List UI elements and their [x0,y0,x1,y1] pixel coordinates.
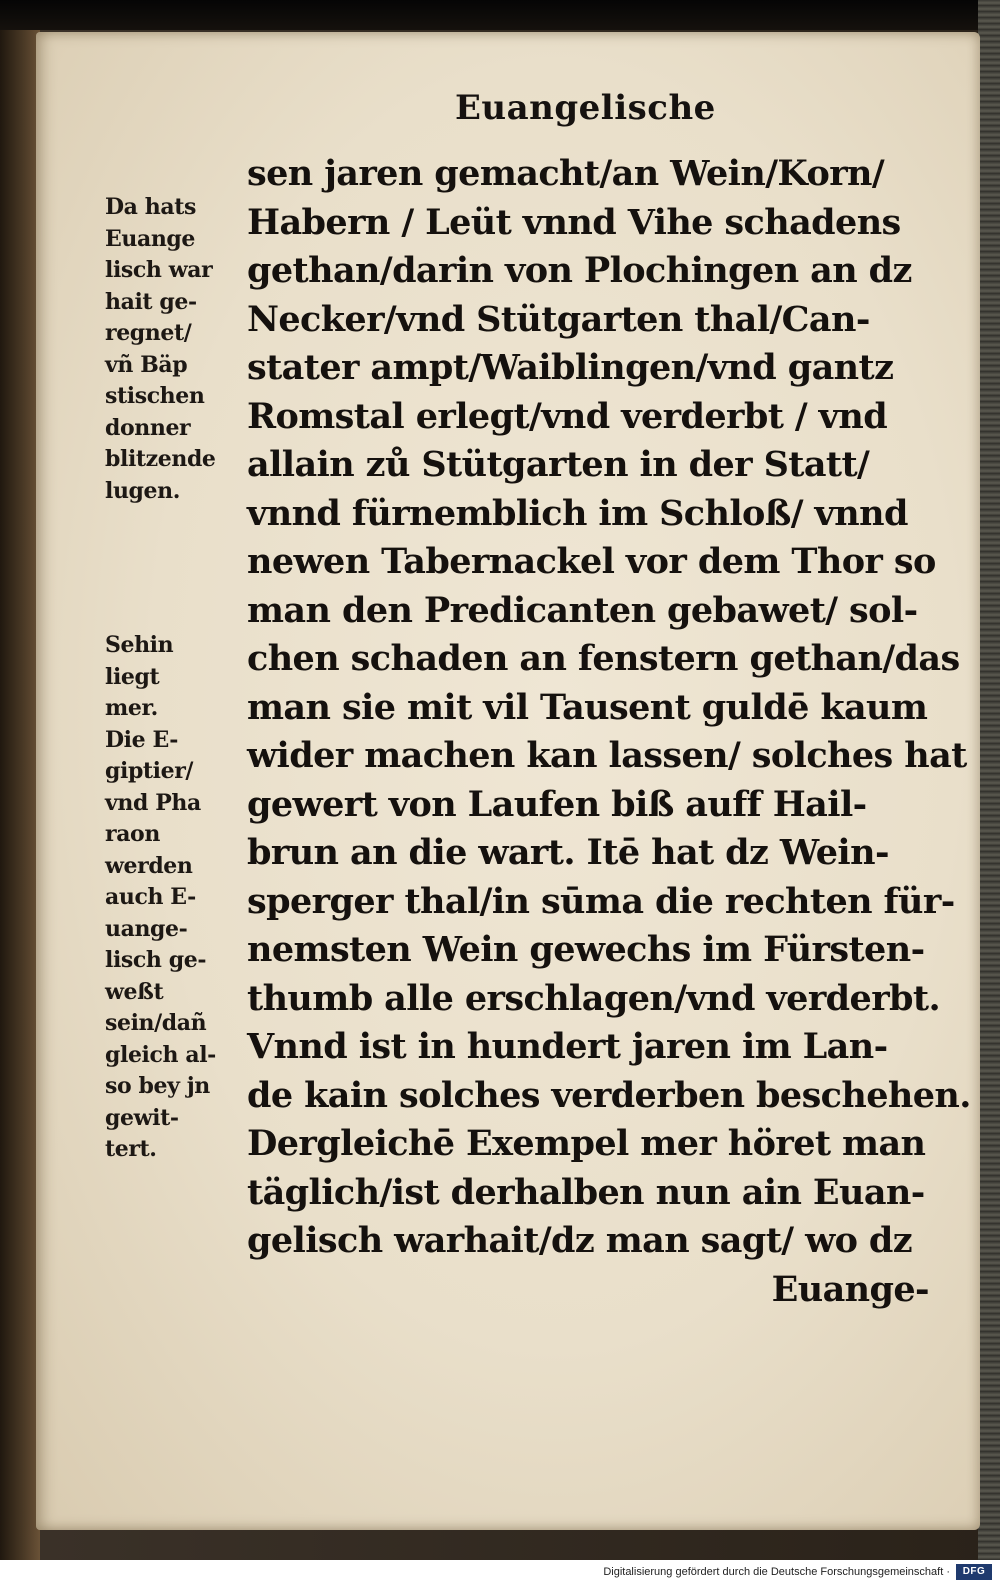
marginal-line: uange- [105,915,188,942]
funding-credit: Digitalisierung gefördert durch die Deutsche Forschungsgemeinschaft · [603,1566,950,1578]
scan-top-edge [0,0,1000,30]
text-line: allain zů Stütgarten in der Statt/ [247,444,870,485]
marginal-note-egyptians [105,630,250,1166]
text-line: sperger thal/in sūma die rechten für- [247,880,955,922]
marginal-line: donner [105,414,191,441]
marginal-line: Sehin [105,632,174,658]
text-line: täglich/ist derhalben nun ain Euan- [247,1171,925,1213]
marginal-line: auch E- [105,884,196,910]
text-line: de kain solches verderben beschehen. [247,1074,971,1116]
text-line: newen Tabernackel vor dem Thor so [247,541,936,582]
marginal-line: lisch war [105,257,213,283]
text-line: sen jaren gemacht/an Wein/Korn/ [247,153,885,194]
marginal-line: giptier/ [105,758,194,784]
marginal-line: weßt [105,978,164,1005]
text-line: Vnnd ist in hundert jaren im Lan- [247,1026,888,1067]
book-binding [0,30,40,1560]
book-fore-edge [978,0,1000,1560]
text-line: brun an die wart. Itē hat dz Wein- [247,832,889,873]
marginal-line: vñ Bäp [105,351,188,378]
text-line: Habern / Leüt vnnd Vihe schadens [247,201,901,243]
text-line: gewert von Laufen biß auff Hail- [247,783,867,825]
main-text-block [247,150,971,1314]
text-line: gethan/darin von Plochingen an dz [247,250,912,291]
marginal-line: sein/dañ [105,1010,207,1036]
marginal-line: gewit- [105,1104,179,1131]
marginal-line: Euange [105,225,195,252]
text-line: nemsten Wein gewechs im Fürsten- [247,929,925,970]
text-line: gelisch warhait/dz man sagt/ wo dz [247,1220,913,1261]
text-line: man sie mit vil Tausent guldē kaum [247,686,928,728]
marginal-line: Die E- [105,726,178,753]
marginal-line: werden [105,852,193,879]
text-line: thumb alle erschlagen/vnd verderbt. [247,977,941,1019]
marginal-line: lugen. [105,477,180,504]
text-line: Romstal erlegt/vnd verderbt / vnd [247,395,888,437]
marginal-line: vnd Pha [105,789,201,816]
footer-bar [0,1560,1000,1587]
marginal-line: Da hats [105,194,196,220]
text-line: vnnd fürnemblich im Schloß/ vnnd [247,492,908,534]
marginal-line: hait ge- [105,288,197,315]
marginal-line: regnet/ [105,320,192,346]
dfg-logo: DFG [956,1564,992,1580]
text-line: man den Predicanten gebawet/ sol- [247,589,918,631]
marginal-line: mer. [105,695,158,721]
marginal-line: gleich al- [105,1041,216,1068]
marginal-line: liegt [105,663,160,690]
marginal-line: lisch ge- [105,947,207,973]
text-line: chen schaden an fenstern gethan/das [247,638,960,679]
marginal-line: blitzende [105,446,216,472]
running-head: Euangelische [455,88,716,128]
marginal-line: stischen [105,383,205,409]
text-line: stater ampt/Waiblingen/vnd gantz [247,347,894,388]
marginal-line: raon [105,821,160,847]
catchword: Euange- [771,1268,929,1310]
marginal-line: tert. [105,1136,157,1162]
marginal-line: so bey jn [105,1073,210,1099]
text-line: Necker/vnd Stütgarten thal/Can- [247,298,870,340]
text-line: wider machen kan lassen/ solches hat [247,735,967,776]
marginal-note-thunder [105,192,250,507]
text-line: Dergleichē Exempel mer höret man [247,1123,926,1164]
